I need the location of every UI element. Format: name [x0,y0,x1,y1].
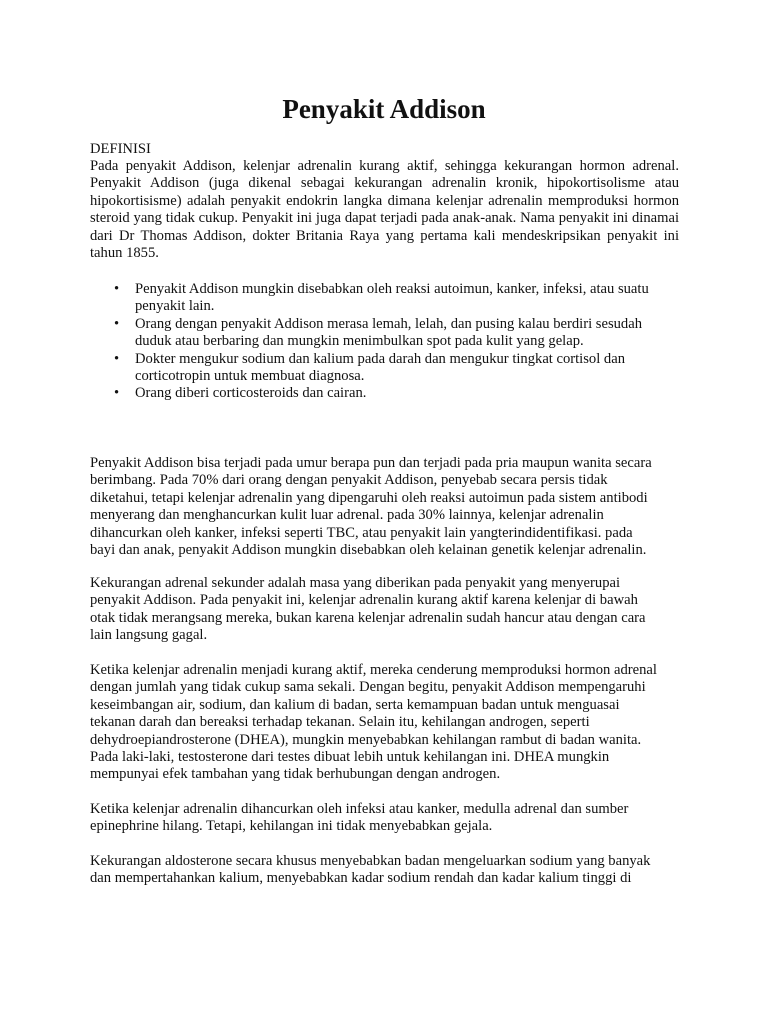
text-line: Ketika kelenjar adrenalin menjadi kurang aktif, mereka cenderung memproduksi hormon adrenal [90,662,657,678]
text-line: dihancurkan oleh kanker, infeksi seperti TBC, atau penyakit lain yangterindidentifikasi. pada [90,524,633,541]
bullet-icon: • [114,315,120,332]
text-line: otak tidak merangsang mereka, bukan karena kelenjar adrenalin sudah hancur atau dengan cara [90,609,646,626]
text-line: menyerang dan menghancurkan kulit luar adrenal. pada 30% lainnya, kelenjar adrenalin [90,507,604,524]
text-line: Kekurangan aldosterone secara khusus menyebabkan badan mengeluarkan sodium yang banyak [90,853,651,869]
bullet-icon: • [114,385,120,402]
text-line: Penyakit Addison bisa terjadi pada umur berapa pun dan terjadi pada pria maupun wanita secara [90,455,652,471]
text-line: Ketika kelenjar adrenalin dihancurkan oleh infeksi atau kanker, medulla adrenal dan sumber [90,801,629,817]
text-line: berimbang. Pada 70% dari orang dengan penyakit Addison, penyebab secara persis tidak [90,472,608,489]
text-line: penyakit Addison. Pada penyakit ini, kelenjar adrenalin kurang aktif karena kelenjar di bawah [90,592,638,609]
paragraph-aldosterone [90,853,679,888]
text-line: dehydroepiandrosterone (DHEA), mungkin menyebabkan kehilangan rambut di badan wanita. [90,731,642,748]
bullet-text: Penyakit Addison mungkin disebabkan oleh reaksi autoimun, kanker, infeksi, atau suatu penyakit lain. [135,281,649,315]
paragraph-occurrence [90,455,679,559]
text-line: mempunyai efek tambahan yang tidak berhubungan dengan androgen. [90,766,501,783]
section-heading: DEFINISI [90,141,151,157]
text-line: diketahui, tetapi kelenjar adrenalin yang dipengaruhi oleh reaksi autoimun pada sistem antibodi [90,489,648,506]
bullet-icon: • [114,350,120,367]
text-line: Pada laki-laki, testosterone dari testes dibuat lebih untuk kehilangan ini. DHEA mungkin [90,749,610,766]
paragraph-medulla [90,801,679,836]
bullet-item [90,316,679,351]
text-line: epinephrine hilang. Tetapi, kehilangan ini tidak menyebabkan gejala. [90,818,493,835]
text-line: Kekurangan adrenal sekunder adalah masa yang diberikan pada penyakit yang menyerupai [90,575,621,591]
page-title: Penyakit Addison [282,94,486,124]
bullet-list [90,281,679,403]
paragraph-hormone-effects [90,662,679,784]
bullet-icon: • [114,281,120,297]
text-line: dengan jumlah yang tidak cukup sama sekali. Dengan begitu, penyakit Addison mempengaruhi [90,679,646,696]
bullet-item [90,351,679,386]
bullet-text: Dokter mengukur sodium dan kalium pada darah dan mengukur tingkat cortisol dan corticotropin untuk membuat diagnosa. [135,350,625,385]
bullet-text: Orang dengan penyakit Addison merasa lemah, lelah, dan pusing kalau berdiri sesudah duduk atau berbaring dan mungkin menimbulkan spot pada kulit yang gelap. [135,315,642,350]
definition-paragraph: Pada penyakit Addison, kelenjar adrenalin kurang aktif, sehingga kekurangan hormon adrenal. Penyakit Addison (juga dikenal sebagai kekurangan adrenalin kronik, hipokortisolisme atau hipokortisisme) adalah penyakit endokrin langka dimana kelenjar adrenalin memproduksi hormon steroid yang tidak cukup. Penyakit ini juga dapat terjadi pada anak-anak. Nama penyakit ini dinamai dari Dr Thomas Addison, dokter Britania Raya yang pertama kali mendeskripsikan penyakit ini tahun 1855. [90,158,679,262]
text-line: dan mempertahankan kalium, menyebabkan kadar sodium rendah dan kadar kalium tinggi di [90,870,632,887]
bullet-item [90,385,679,402]
bullet-text: Orang diberi corticosteroids dan cairan. [135,385,367,402]
bullet-item [90,281,679,316]
text-line: tekanan darah dan bereaksi terhadap tekanan. Selain itu, kehilangan androgen, seperti [90,714,590,731]
text-line: bayi dan anak, penyakit Addison mungkin disebabkan oleh kelainan genetik kelenjar adrenalin. [90,542,647,559]
paragraph-secondary-insufficiency [90,575,679,645]
text-line: keseimbangan air, sodium, dan kalium di badan, serta kemampuan badan untuk menguasai [90,696,620,713]
text-line: lain langsung gagal. [90,627,208,644]
